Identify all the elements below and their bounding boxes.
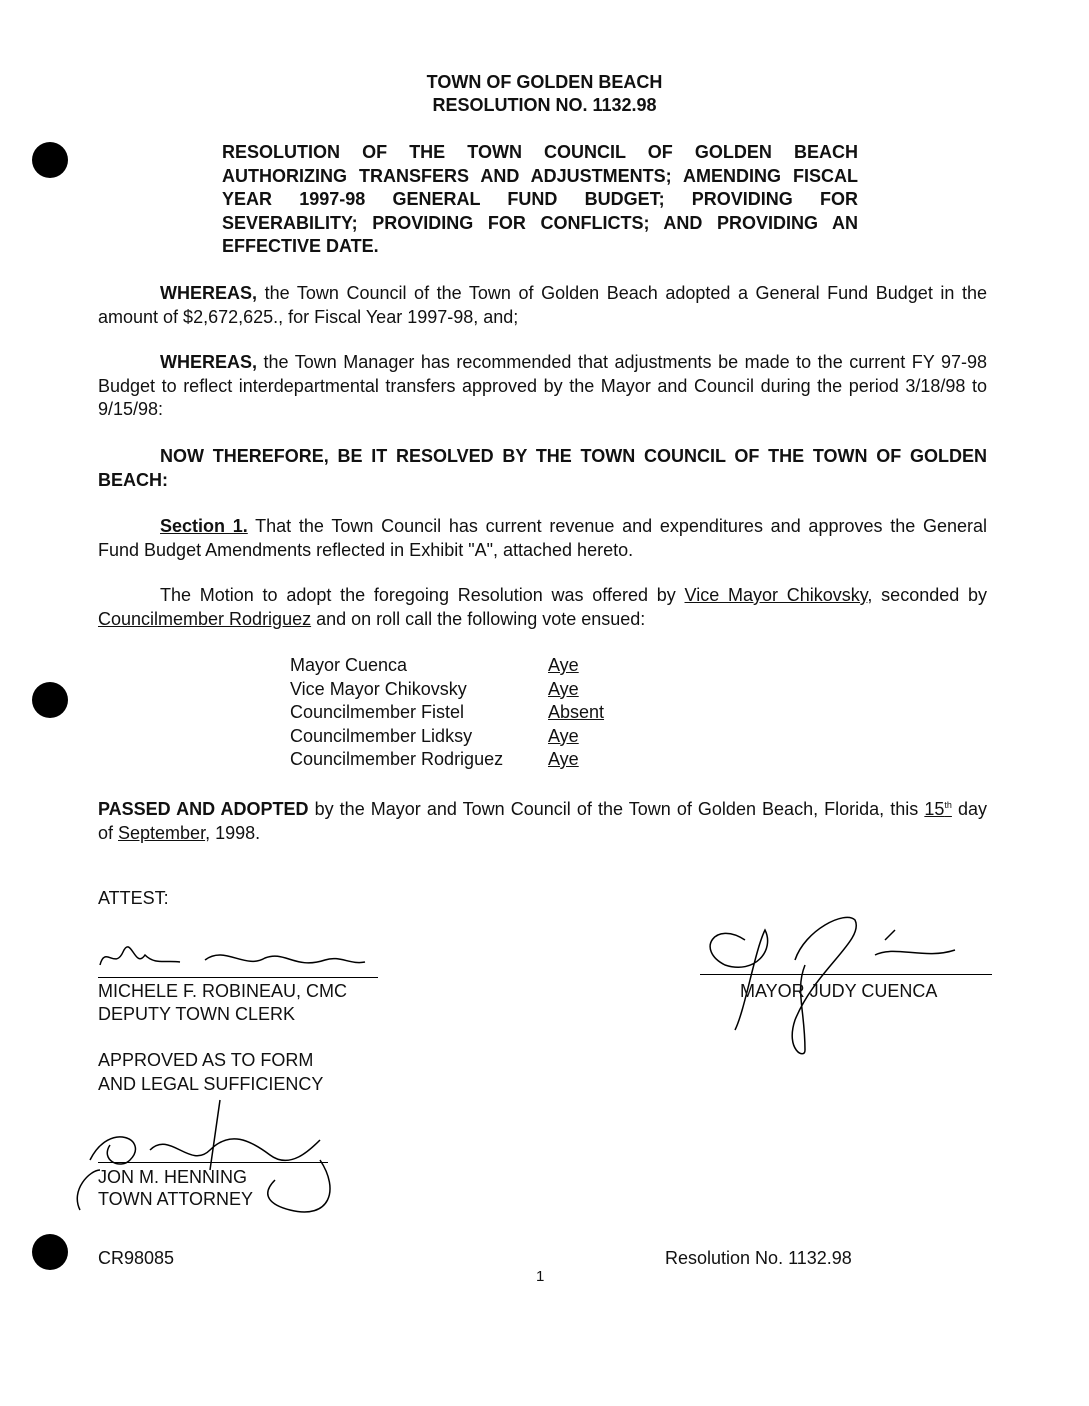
- mayor-signature: [695, 890, 995, 1060]
- document-code: CR98085: [98, 1248, 175, 1268]
- whereas-paragraph-1: [98, 282, 987, 329]
- vote-row: [290, 725, 604, 749]
- vote-value: Aye: [548, 678, 579, 699]
- passed-day: [924, 799, 952, 819]
- passed-month: September: [118, 822, 206, 843]
- day-number: 15: [924, 799, 945, 819]
- section-text: That the Town Council has current revenue and expenditures and approves the General Fund Budget Amendments reflected in Exhibit "A", attached hereto.: [98, 516, 987, 560]
- vote-value: Aye: [548, 655, 579, 675]
- day-suffix: th: [944, 800, 952, 810]
- punch-hole: [32, 682, 68, 718]
- attorney-name: JON M. HENNING: [98, 1167, 248, 1187]
- header-resolution-number: RESOLUTION NO. 1132.98: [432, 95, 657, 115]
- passed-lead: PASSED AND ADOPTED: [98, 799, 309, 819]
- attorney-title: TOWN ATTORNEY: [98, 1189, 254, 1209]
- whereas-text: the Town Council of the Town of Golden Beach adopted a General Fund Budget in the amount of $2,672,625., for Fiscal Year 1997-98, and;: [98, 283, 987, 327]
- whereas-paragraph-2: [98, 351, 987, 422]
- resolved-clause: [98, 445, 987, 492]
- approved-line-1: APPROVED AS TO FORM: [98, 1050, 314, 1070]
- whereas-lead: WHEREAS,: [160, 283, 258, 303]
- page-number: 1: [536, 1268, 545, 1285]
- clerk-title: DEPUTY TOWN CLERK: [98, 1004, 296, 1024]
- signature-line: [700, 974, 992, 975]
- vote-row: [290, 654, 604, 678]
- vote-value: Aye: [548, 749, 579, 769]
- voter-name: Councilmember Fistel: [290, 702, 465, 722]
- voter-name: Councilmember Rodriguez: [290, 749, 504, 769]
- voter-name: Mayor Cuenca: [290, 655, 408, 675]
- motion-text: , seconded by: [867, 585, 988, 605]
- punch-hole: [32, 1234, 68, 1270]
- whereas-text: the Town Manager has recommended that adjustments be made to the current FY 97-98 Budget to reflect interdepartmental transfers approved by the Mayor and Council during the period 3/18/98 to 9/15/98:: [98, 352, 987, 419]
- whereas-lead: WHEREAS,: [160, 352, 258, 372]
- attest-label: ATTEST:: [98, 888, 169, 908]
- motion-paragraph: [98, 584, 987, 631]
- mayor-name: MAYOR JUDY CUENCA: [740, 981, 938, 1001]
- passed-text: by the Mayor and Town Council of the Town of Golden Beach, Florida, this: [308, 799, 925, 819]
- voter-name: Councilmember Lidksy: [290, 725, 473, 746]
- clerk-signature: [95, 940, 385, 980]
- vote-row: [290, 678, 604, 702]
- section-1: [98, 515, 987, 562]
- section-lead: Section 1.: [160, 516, 248, 536]
- motion-text: The Motion to adopt the foregoing Resolution was offered by: [160, 585, 685, 605]
- approved-line-2: AND LEGAL SUFFICIENCY: [98, 1074, 324, 1094]
- motion-text: and on roll call the following vote ensued:: [311, 608, 646, 629]
- voter-name: Vice Mayor Chikovsky: [290, 678, 467, 699]
- punch-hole: [32, 142, 68, 178]
- vote-value: Aye: [548, 725, 579, 746]
- signature-line: [98, 1162, 328, 1163]
- roll-call-table: [290, 654, 604, 772]
- motion-mover: Vice Mayor Chikovsky: [684, 585, 868, 605]
- passed-text: day of: [98, 799, 987, 843]
- motion-seconder: Councilmember Rodriguez: [98, 608, 312, 629]
- vote-value: Absent: [548, 702, 605, 722]
- signature-line: [98, 977, 378, 978]
- resolution-summary: RESOLUTION OF THE TOWN COUNCIL OF GOLDEN BEACH AUTHORIZING TRANSFERS AND ADJUSTMENTS; AMENDING FISCAL YEAR 1997-98 GENERAL FUND BUDGET; PROVIDING FOR SEVERABILITY; PROVIDING FOR CONFLICTS; AND PROVIDING AN EFFECTIVE DATE.: [222, 142, 858, 256]
- clerk-name: MICHELE F. ROBINEAU, CMC: [98, 981, 348, 1001]
- passed-adopted: [98, 794, 987, 845]
- header-town: TOWN OF GOLDEN BEACH: [426, 72, 663, 92]
- vote-row: [290, 748, 604, 772]
- passed-year: , 1998.: [205, 822, 261, 843]
- vote-row: [290, 701, 604, 725]
- resolved-text: NOW THEREFORE, BE IT RESOLVED BY THE TOWN COUNCIL OF THE TOWN OF GOLDEN BEACH:: [98, 446, 987, 490]
- footer-resolution-number: Resolution No. 1132.98: [665, 1248, 852, 1268]
